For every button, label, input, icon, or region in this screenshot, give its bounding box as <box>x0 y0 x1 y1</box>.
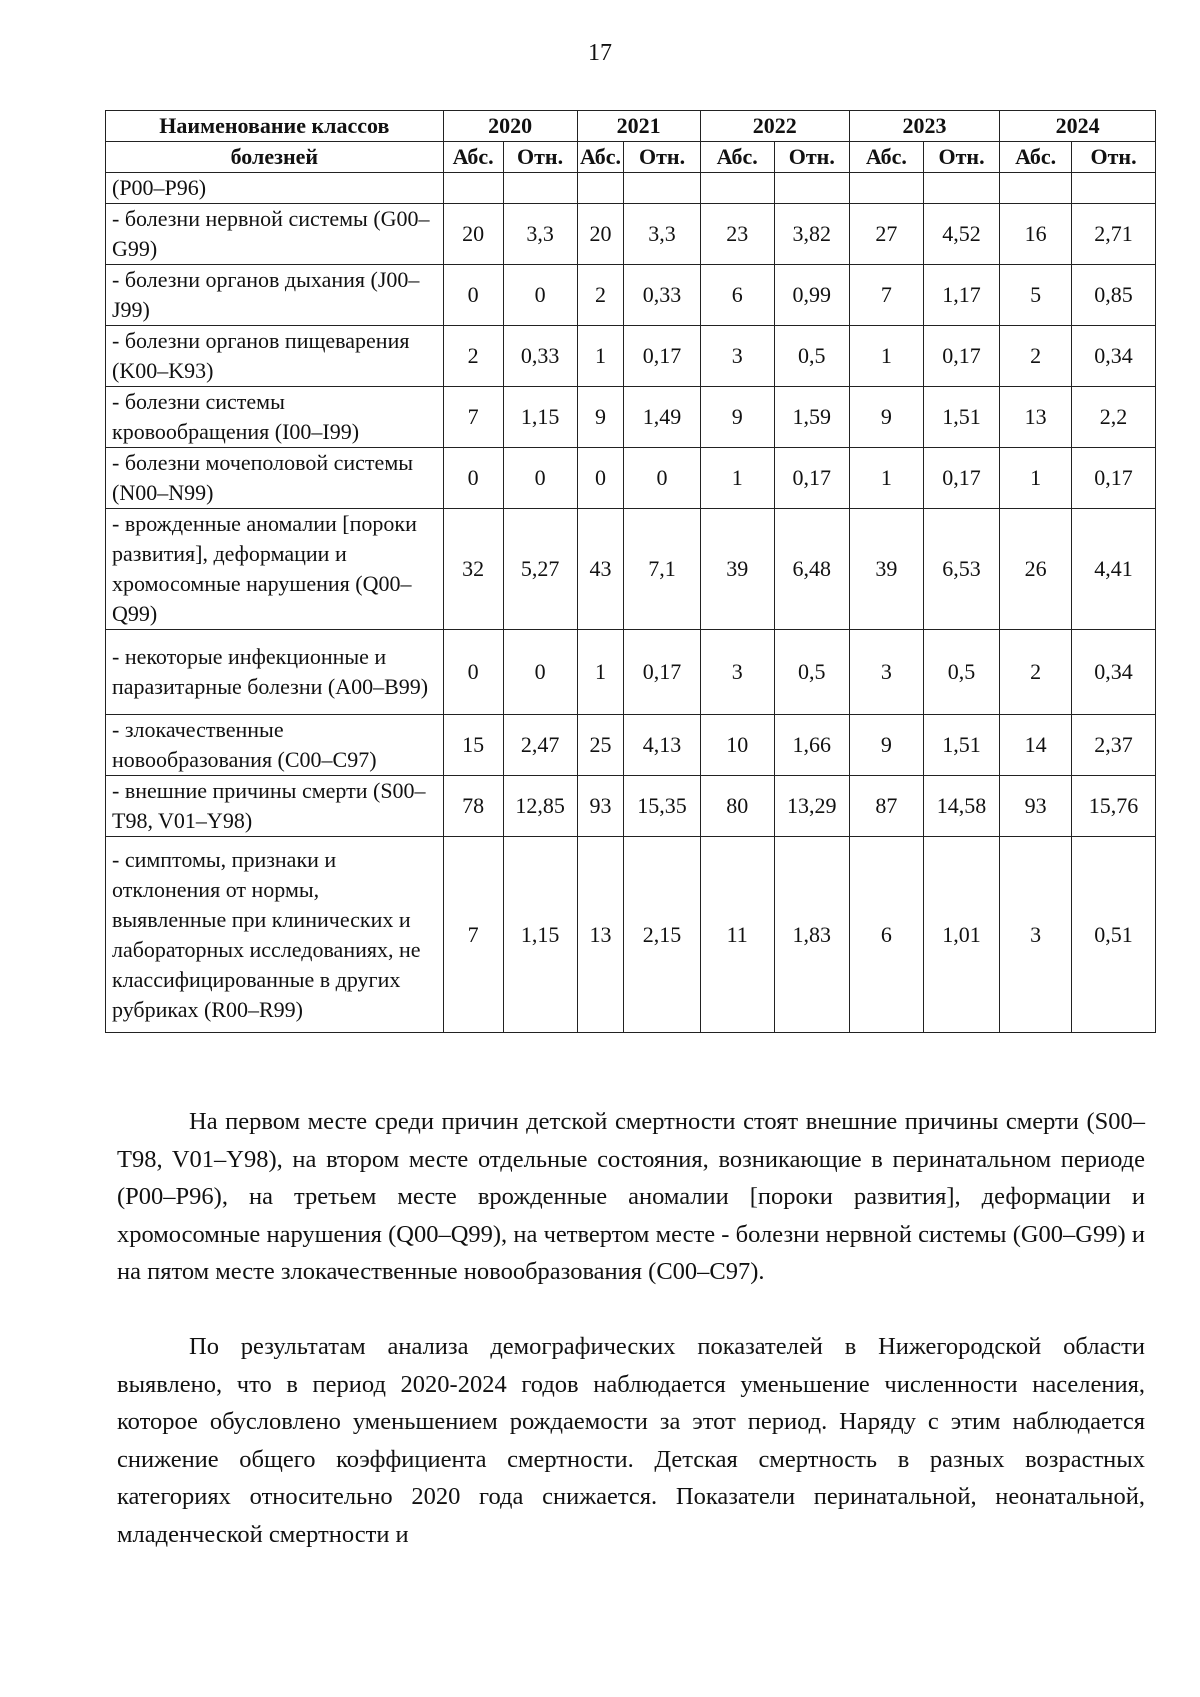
abs-value-cell: 9 <box>700 387 774 448</box>
rel-value-cell: 3,3 <box>624 204 700 265</box>
abs-value-cell: 13 <box>577 837 624 1033</box>
rel-value-cell: 0,17 <box>923 448 999 509</box>
rel-value-cell: 1,51 <box>923 715 999 776</box>
abs-value-cell: 0 <box>443 448 503 509</box>
disease-class-name: - симптомы, признаки и отклонения от нормы, выявленные при клинических и лабораторных исследованиях, не классифицированные в других рубриках (R00–R99) <box>106 837 444 1033</box>
rel-value-cell: 0,17 <box>923 326 999 387</box>
disease-class-name: - врожденные аномалии [пороки развития], деформации и хромосомные нарушения (Q00–Q99) <box>106 509 444 630</box>
abs-value-cell: 78 <box>443 776 503 837</box>
abs-value-cell: 1 <box>577 326 624 387</box>
header-rel: Отн. <box>624 142 700 173</box>
rel-value-cell: 15,76 <box>1072 776 1156 837</box>
rel-value-cell: 14,58 <box>923 776 999 837</box>
rel-value-cell: 7,1 <box>624 509 700 630</box>
rel-value-cell: 4,13 <box>624 715 700 776</box>
abs-value-cell: 1 <box>577 630 624 715</box>
table-row <box>106 448 1156 509</box>
disease-class-name: - болезни системы кровообращения (I00–I99) <box>106 387 444 448</box>
abs-value-cell: 25 <box>577 715 624 776</box>
rel-value-cell <box>923 173 999 204</box>
rel-value-cell: 0 <box>503 630 577 715</box>
table-header-row-years <box>106 111 1156 142</box>
header-rel: Отн. <box>923 142 999 173</box>
disease-class-name: - внешние причины смерти (S00–T98, V01–Y98) <box>106 776 444 837</box>
abs-value-cell: 7 <box>443 837 503 1033</box>
page-number: 17 <box>588 40 612 66</box>
abs-value-cell: 2 <box>1000 326 1072 387</box>
header-name-line2: болезней <box>106 142 444 173</box>
abs-value-cell: 9 <box>849 715 923 776</box>
header-year: 2023 <box>849 111 999 142</box>
disease-class-name: (P00–P96) <box>106 173 444 204</box>
rel-value-cell: 1,51 <box>923 387 999 448</box>
rel-value-cell: 1,59 <box>774 387 849 448</box>
rel-value-cell: 0,17 <box>1072 448 1156 509</box>
header-abs: Абс. <box>443 142 503 173</box>
rel-value-cell: 4,41 <box>1072 509 1156 630</box>
abs-value-cell: 1 <box>849 326 923 387</box>
rel-value-cell <box>1072 173 1156 204</box>
abs-value-cell: 13 <box>1000 387 1072 448</box>
abs-value-cell: 1 <box>849 448 923 509</box>
header-rel: Отн. <box>1072 142 1156 173</box>
abs-value-cell: 3 <box>849 630 923 715</box>
body-paragraph-1 <box>117 1103 1145 1291</box>
abs-value-cell: 9 <box>577 387 624 448</box>
rel-value-cell: 1,17 <box>923 265 999 326</box>
rel-value-cell: 0,5 <box>774 326 849 387</box>
table-row <box>106 204 1156 265</box>
disease-class-name: - болезни органов пищеварения (K00–K93) <box>106 326 444 387</box>
rel-value-cell: 13,29 <box>774 776 849 837</box>
rel-value-cell <box>624 173 700 204</box>
abs-value-cell: 0 <box>443 630 503 715</box>
abs-value-cell: 43 <box>577 509 624 630</box>
header-name-line1: Наименование классов <box>106 111 444 142</box>
table-row <box>106 630 1156 715</box>
abs-value-cell: 5 <box>1000 265 1072 326</box>
abs-value-cell: 6 <box>700 265 774 326</box>
abs-value-cell: 39 <box>849 509 923 630</box>
table-body <box>106 173 1156 1033</box>
rel-value-cell: 0 <box>624 448 700 509</box>
abs-value-cell: 0 <box>577 448 624 509</box>
abs-value-cell: 1 <box>700 448 774 509</box>
table-row <box>106 326 1156 387</box>
rel-value-cell: 3,3 <box>503 204 577 265</box>
abs-value-cell: 20 <box>577 204 624 265</box>
disease-class-name: - болезни органов дыхания (J00–J99) <box>106 265 444 326</box>
rel-value-cell: 5,27 <box>503 509 577 630</box>
abs-value-cell <box>700 173 774 204</box>
rel-value-cell: 1,15 <box>503 387 577 448</box>
mortality-table <box>105 110 1156 1033</box>
disease-class-name: - злокачественные новообразования (C00–C97) <box>106 715 444 776</box>
abs-value-cell: 6 <box>849 837 923 1033</box>
rel-value-cell: 0,33 <box>503 326 577 387</box>
abs-value-cell: 27 <box>849 204 923 265</box>
table-row <box>106 776 1156 837</box>
rel-value-cell: 4,52 <box>923 204 999 265</box>
abs-value-cell: 2 <box>1000 630 1072 715</box>
abs-value-cell: 26 <box>1000 509 1072 630</box>
rel-value-cell: 0,17 <box>624 326 700 387</box>
abs-value-cell: 93 <box>1000 776 1072 837</box>
table-row <box>106 387 1156 448</box>
disease-class-name: - некоторые инфекционные и паразитарные болезни (A00–B99) <box>106 630 444 715</box>
rel-value-cell: 0,51 <box>1072 837 1156 1033</box>
rel-value-cell: 1,49 <box>624 387 700 448</box>
abs-value-cell: 7 <box>849 265 923 326</box>
abs-value-cell: 3 <box>700 630 774 715</box>
abs-value-cell: 20 <box>443 204 503 265</box>
header-rel: Отн. <box>503 142 577 173</box>
header-year: 2021 <box>577 111 700 142</box>
rel-value-cell: 2,47 <box>503 715 577 776</box>
abs-value-cell: 7 <box>443 387 503 448</box>
disease-class-name: - болезни мочеполовой системы (N00–N99) <box>106 448 444 509</box>
header-year: 2024 <box>1000 111 1156 142</box>
header-abs: Абс. <box>1000 142 1072 173</box>
header-rel: Отн. <box>774 142 849 173</box>
abs-value-cell: 15 <box>443 715 503 776</box>
rel-value-cell: 0,34 <box>1072 326 1156 387</box>
rel-value-cell: 1,66 <box>774 715 849 776</box>
abs-value-cell: 3 <box>700 326 774 387</box>
rel-value-cell: 1,01 <box>923 837 999 1033</box>
abs-value-cell: 16 <box>1000 204 1072 265</box>
rel-value-cell: 1,15 <box>503 837 577 1033</box>
abs-value-cell: 2 <box>443 326 503 387</box>
abs-value-cell: 9 <box>849 387 923 448</box>
abs-value-cell: 2 <box>577 265 624 326</box>
rel-value-cell <box>503 173 577 204</box>
rel-value-cell <box>774 173 849 204</box>
table-row <box>106 173 1156 204</box>
header-year: 2022 <box>700 111 849 142</box>
abs-value-cell: 80 <box>700 776 774 837</box>
table-row <box>106 509 1156 630</box>
body-paragraph-2 <box>117 1328 1145 1553</box>
abs-value-cell <box>849 173 923 204</box>
abs-value-cell: 0 <box>443 265 503 326</box>
rel-value-cell: 0,33 <box>624 265 700 326</box>
abs-value-cell: 23 <box>700 204 774 265</box>
paragraph-text: На первом месте среди причин детской смертности стоят внешние причины смерти (S00–T98, V01–Y98), на втором месте отдельные состояния, возникающие в перинатальном периоде (P00–P96), на третьем месте врожденные аномалии [пороки развития], деформации и хромосомные нарушения (Q00–Q99), на четвертом месте - болезни нервной системы (G00–G99) и на пятом месте злокачественные новообразования (C00–C97). <box>117 1108 1145 1285</box>
rel-value-cell: 0,5 <box>923 630 999 715</box>
rel-value-cell: 0 <box>503 265 577 326</box>
header-abs: Абс. <box>849 142 923 173</box>
abs-value-cell: 10 <box>700 715 774 776</box>
table-header-row-subcols <box>106 142 1156 173</box>
table-row <box>106 265 1156 326</box>
rel-value-cell: 2,2 <box>1072 387 1156 448</box>
table-row <box>106 715 1156 776</box>
rel-value-cell: 0,99 <box>774 265 849 326</box>
rel-value-cell: 0,85 <box>1072 265 1156 326</box>
rel-value-cell: 3,82 <box>774 204 849 265</box>
abs-value-cell: 14 <box>1000 715 1072 776</box>
header-abs: Абс. <box>577 142 624 173</box>
rel-value-cell: 2,15 <box>624 837 700 1033</box>
abs-value-cell: 39 <box>700 509 774 630</box>
rel-value-cell: 0 <box>503 448 577 509</box>
abs-value-cell <box>1000 173 1072 204</box>
abs-value-cell: 1 <box>1000 448 1072 509</box>
rel-value-cell: 2,37 <box>1072 715 1156 776</box>
rel-value-cell: 6,53 <box>923 509 999 630</box>
header-abs: Абс. <box>700 142 774 173</box>
abs-value-cell <box>443 173 503 204</box>
abs-value-cell <box>577 173 624 204</box>
abs-value-cell: 87 <box>849 776 923 837</box>
rel-value-cell: 6,48 <box>774 509 849 630</box>
disease-class-name: - болезни нервной системы (G00–G99) <box>106 204 444 265</box>
rel-value-cell: 0,5 <box>774 630 849 715</box>
abs-value-cell: 93 <box>577 776 624 837</box>
header-year: 2020 <box>443 111 577 142</box>
table-row <box>106 837 1156 1033</box>
rel-value-cell: 1,83 <box>774 837 849 1033</box>
rel-value-cell: 0,17 <box>774 448 849 509</box>
rel-value-cell: 0,17 <box>624 630 700 715</box>
rel-value-cell: 15,35 <box>624 776 700 837</box>
abs-value-cell: 11 <box>700 837 774 1033</box>
rel-value-cell: 2,71 <box>1072 204 1156 265</box>
paragraph-text: По результатам анализа демографических показателей в Нижегородской области выявлено, что в период 2020-2024 годов наблюдается уменьшение численности населения, которое обусловлено уменьшением рождаемости за этот период. Наряду с этим наблюдается снижение общего коэффициента смертности. Детская смертность в разных возрастных категориях относительно 2020 года снижается. Показатели перинатальной, неонатальной, младенческой смертности и <box>117 1333 1145 1548</box>
rel-value-cell: 0,34 <box>1072 630 1156 715</box>
abs-value-cell: 3 <box>1000 837 1072 1033</box>
rel-value-cell: 12,85 <box>503 776 577 837</box>
abs-value-cell: 32 <box>443 509 503 630</box>
